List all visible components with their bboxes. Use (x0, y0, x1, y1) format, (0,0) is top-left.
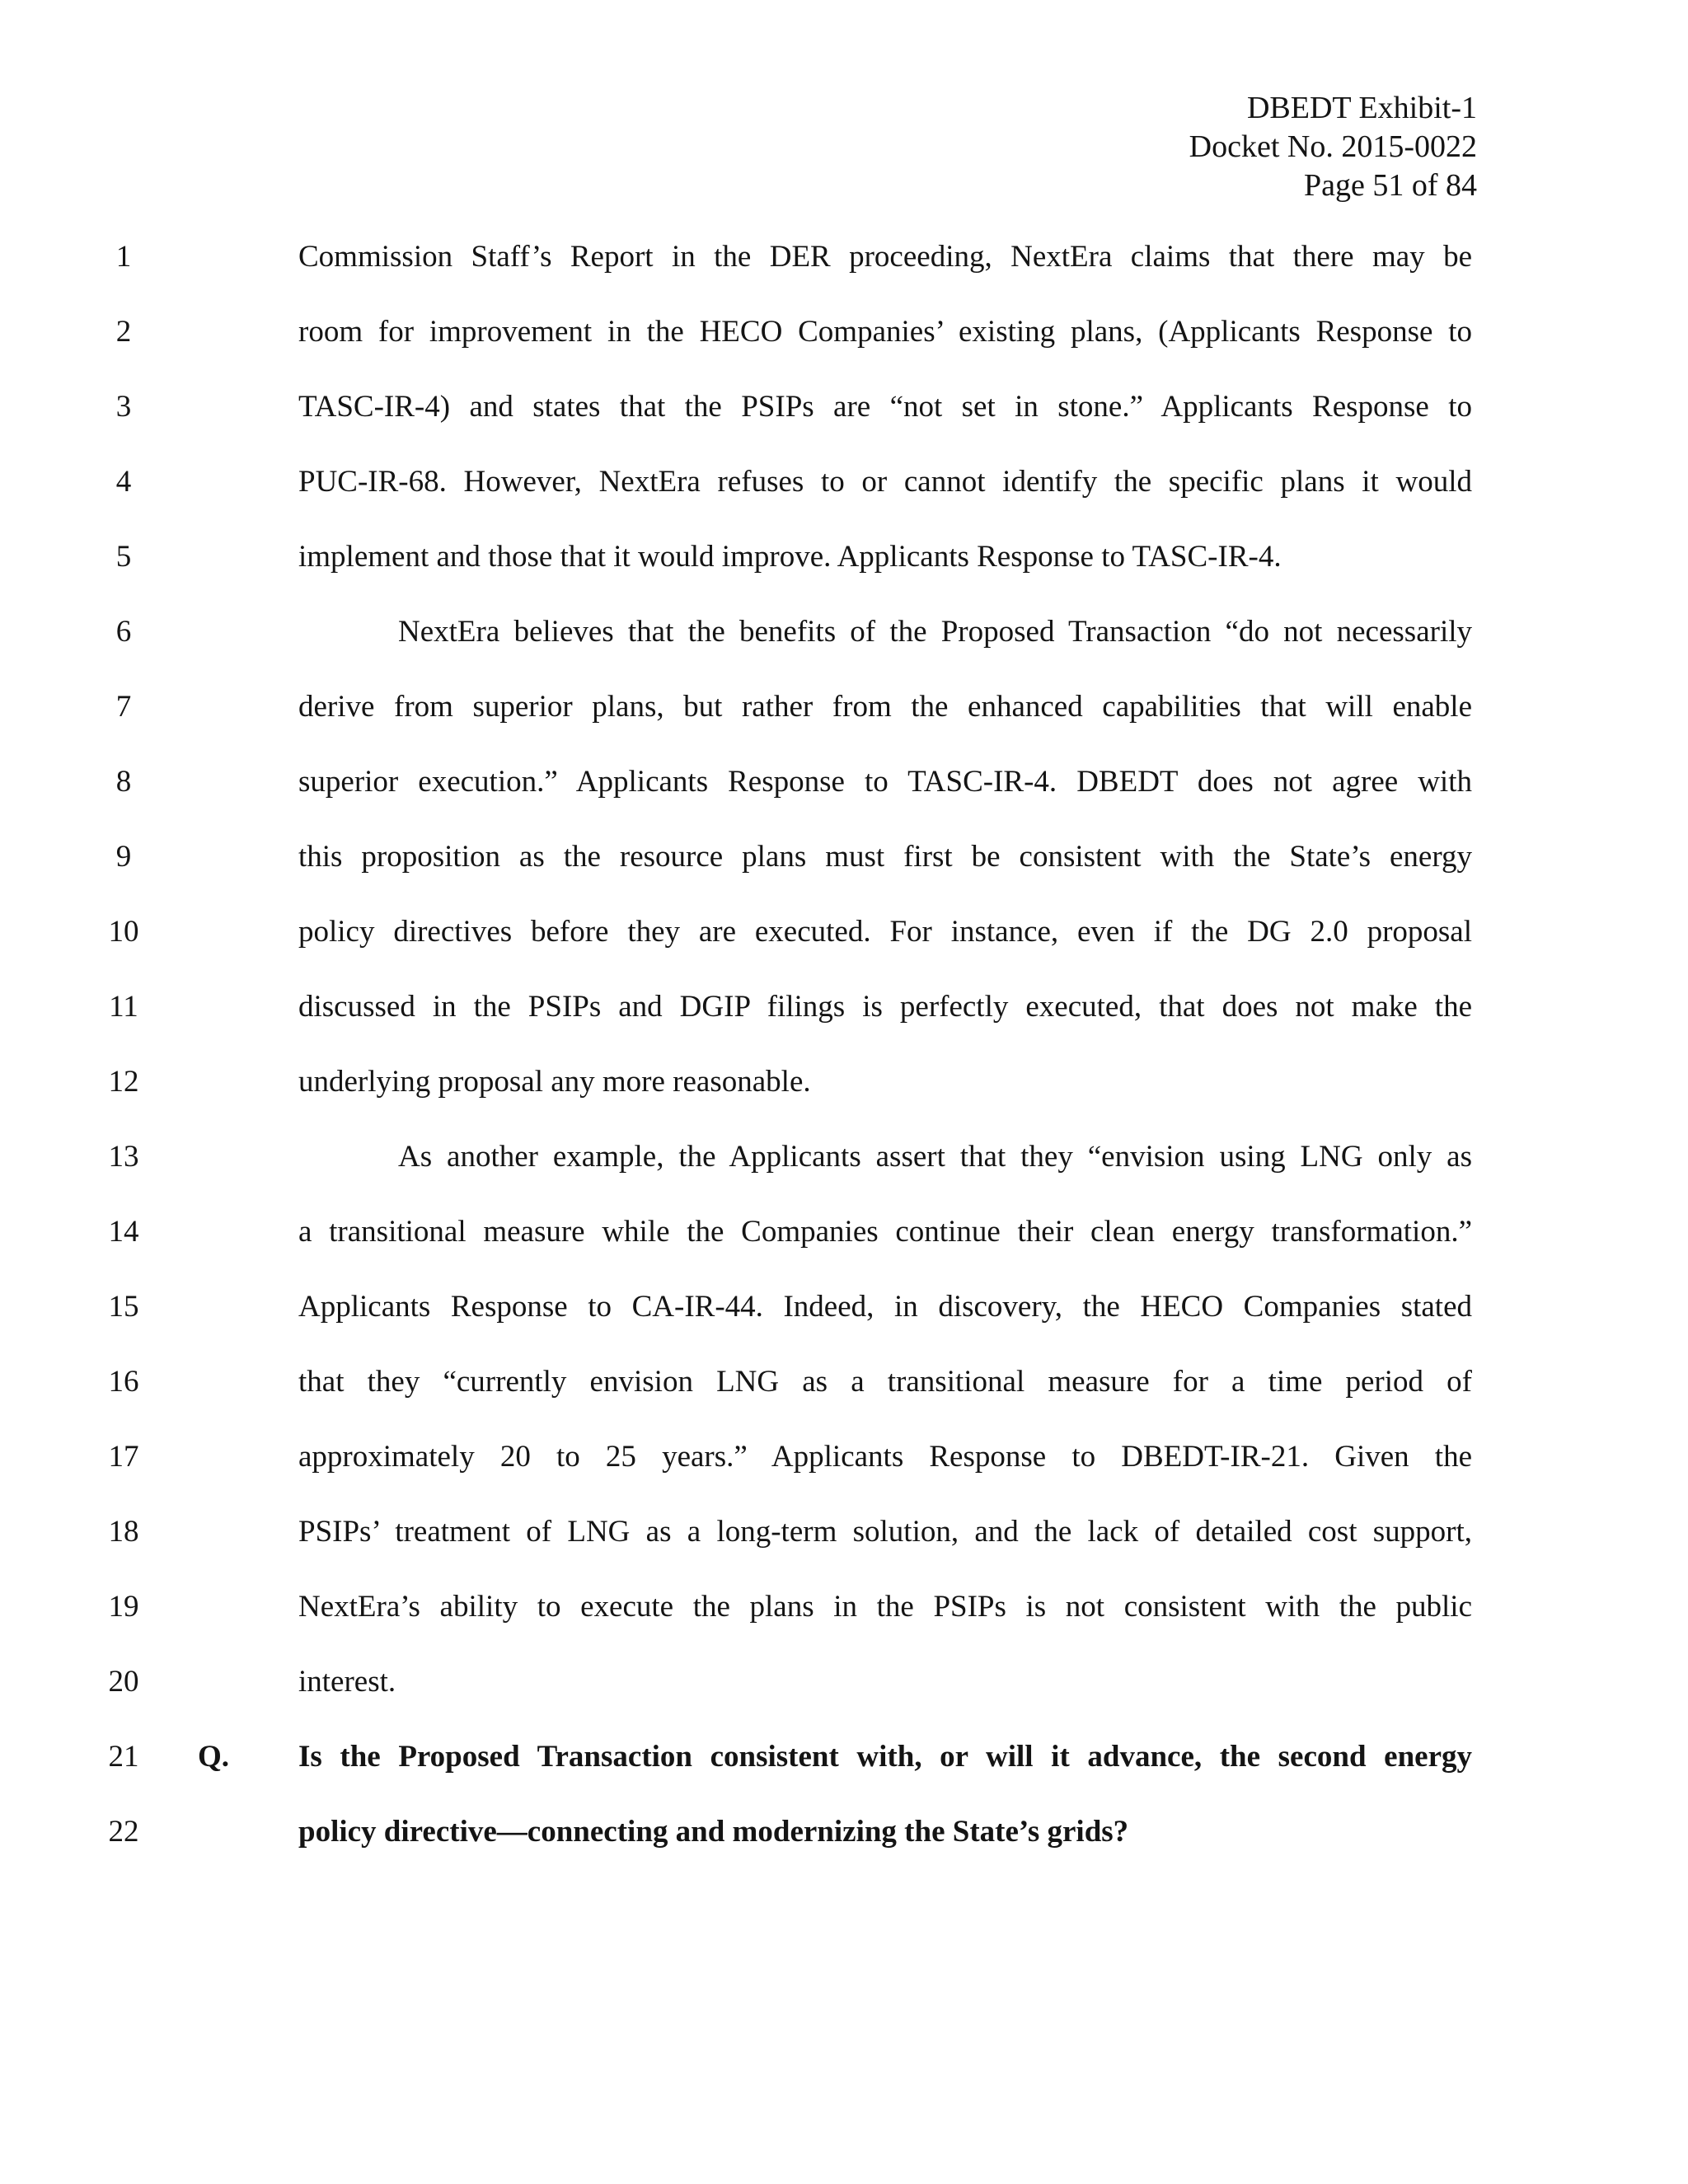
line-text: approximately 20 to 25 years.” Applicants Response to DBEDT-IR-21. Given the (298, 1440, 1472, 1474)
page-number: Page 51 of 84 (1303, 168, 1477, 203)
text-line (0, 1207, 1688, 1257)
text-line (0, 1132, 1688, 1182)
text-line (0, 907, 1688, 957)
line-number: 20 (108, 1665, 139, 1699)
line-text: NextEra believes that the benefits of the Proposed Transaction “do not necessarily (398, 615, 1472, 649)
line-number: 7 (115, 690, 132, 724)
line-text: PSIPs’ treatment of LNG as a long-term solution, and the lack of detailed cost support, (298, 1515, 1472, 1549)
line-number: 5 (115, 540, 132, 574)
line-number: 22 (108, 1815, 139, 1849)
line-number: 14 (108, 1215, 139, 1249)
line-text: superior execution.” Applicants Response to TASC-IR-4. DBEDT does not agree with (298, 765, 1472, 799)
text-line (0, 832, 1688, 882)
line-number: 19 (108, 1590, 139, 1624)
line-text: this proposition as the resource plans must first be consistent with the State’s energy (298, 840, 1472, 874)
line-number: 4 (115, 465, 132, 499)
line-number: 12 (108, 1065, 139, 1099)
text-line (0, 532, 1688, 582)
line-text: derive from superior plans, but rather from the enhanced capabilities that will enable (298, 690, 1472, 724)
line-number: 17 (108, 1440, 139, 1474)
line-text: underlying proposal any more reasonable. (298, 1065, 811, 1099)
question-text: Is the Proposed Transaction consistent with, or will it advance, the second energy (298, 1740, 1472, 1774)
text-line (0, 1507, 1688, 1557)
line-text: Commission Staff’s Report in the DER proceeding, NextEra claims that there may be (298, 240, 1472, 274)
line-number: 10 (108, 915, 139, 949)
exhibit-label: DBEDT Exhibit-1 (1246, 91, 1477, 125)
line-text: NextEra’s ability to execute the plans in the PSIPs is not consistent with the public (298, 1590, 1472, 1624)
line-text: room for improvement in the HECO Companies’ existing plans, (Applicants Response to (298, 315, 1472, 349)
line-text: a transitional measure while the Companies continue their clean energy transformation.” (298, 1215, 1472, 1249)
question-text: policy directive—connecting and modernizing the State’s grids? (298, 1815, 1129, 1849)
page-header (1189, 89, 1477, 205)
text-line (0, 382, 1688, 432)
line-number: 1 (115, 240, 132, 274)
docket-number: Docket No. 2015-0022 (1189, 129, 1477, 164)
line-text: implement and those that it would improve. Applicants Response to TASC-IR-4. (298, 540, 1282, 574)
text-line (0, 307, 1688, 357)
line-number: 3 (115, 390, 132, 424)
line-number: 13 (108, 1140, 139, 1174)
line-text: TASC-IR-4) and states that the PSIPs are “not set in stone.” Applicants Response to (298, 390, 1472, 424)
line-text: As another example, the Applicants assert that they “envision using LNG only as (398, 1140, 1472, 1174)
text-line (0, 982, 1688, 1032)
line-number: 6 (115, 615, 132, 649)
line-number: 11 (109, 990, 138, 1024)
line-number: 16 (108, 1365, 139, 1399)
line-text: interest. (298, 1665, 396, 1699)
question-marker: Q. (198, 1740, 230, 1774)
line-number: 9 (115, 840, 132, 874)
text-line (0, 682, 1688, 732)
text-line (0, 1432, 1688, 1482)
question-line (0, 1807, 1688, 1857)
line-text: discussed in the PSIPs and DGIP filings is perfectly executed, that does not make the (298, 990, 1472, 1024)
text-line (0, 607, 1688, 657)
text-line (0, 1657, 1688, 1707)
text-line (0, 457, 1688, 507)
line-number: 8 (115, 765, 132, 799)
text-line (0, 1582, 1688, 1632)
text-line (0, 232, 1688, 282)
text-line (0, 1057, 1688, 1107)
text-line (0, 1357, 1688, 1407)
line-text: policy directives before they are executed. For instance, even if the DG 2.0 proposal (298, 915, 1472, 949)
question-line (0, 1732, 1688, 1782)
line-text: Applicants Response to CA-IR-44. Indeed, in discovery, the HECO Companies stated (298, 1290, 1472, 1324)
line-text: PUC-IR-68. However, NextEra refuses to or cannot identify the specific plans it would (298, 465, 1472, 499)
line-number: 21 (108, 1740, 139, 1774)
text-line (0, 1282, 1688, 1332)
line-number: 18 (108, 1515, 139, 1549)
line-text: that they “currently envision LNG as a transitional measure for a time period of (298, 1365, 1472, 1399)
line-number: 15 (108, 1290, 139, 1324)
line-number: 2 (115, 315, 132, 349)
text-line (0, 757, 1688, 807)
